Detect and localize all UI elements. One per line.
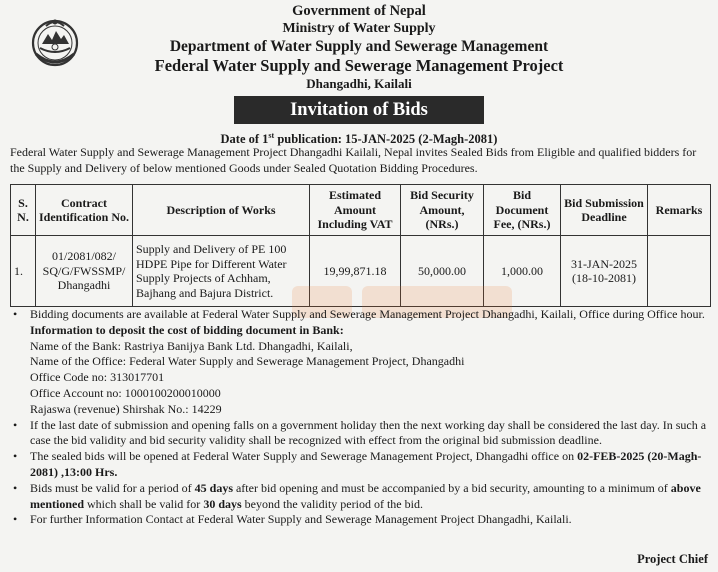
validity-text-2: after bid opening and must be accompanied by a bid security, amounting to a minimum of <box>232 480 671 495</box>
bids-table <box>10 184 711 307</box>
cell-sn: 1. <box>11 236 36 307</box>
validity-days: 45 days <box>194 480 233 495</box>
note-validity <box>10 481 712 513</box>
bank-name: Name of the Bank: Rastriya Banijya Bank Ltd. Dhangadhi, Kailali, <box>30 338 353 353</box>
col-estimated: Estimated Amount Including VAT <box>310 185 401 236</box>
col-fee: Bid Document Fee, (NRs.) <box>484 185 561 236</box>
publication-sup: st <box>268 131 275 140</box>
cell-security: 50,000.00 <box>401 236 484 307</box>
cell-fee: 1,000.00 <box>484 236 561 307</box>
security-validity-days: 30 days <box>203 496 242 511</box>
bank-info <box>10 323 712 418</box>
ministry-line: Ministry of Water Supply <box>282 21 436 36</box>
col-sn: S. N. <box>11 185 36 236</box>
col-deadline: Bid Submission Deadline <box>561 185 648 236</box>
table-row <box>11 236 711 307</box>
col-contract: Contract Identification No. <box>36 185 133 236</box>
col-remarks: Remarks <box>648 185 711 236</box>
intro-paragraph: Federal Water Supply and Sewerage Management Project Dhangadhi Kailali, Nepal invites Sealed Bids from Eligible and qualified bidders for the Supply and Delivery of below mentioned Goods under Sealed Quotation Bidding Procedures. <box>10 145 697 175</box>
cell-contract: 01/2081/082/ SQ/G/FWSSMP/ Dhangadhi <box>36 236 133 307</box>
note-opening <box>10 449 712 481</box>
notice-title: Invitation of Bids <box>234 96 484 124</box>
letterhead <box>0 2 718 91</box>
cell-deadline: 31-JAN-2025 (18-10-2081) <box>561 236 648 307</box>
opening-date: 02-FEB-2025 (20-Magh-2081) ,13:00 Hrs. <box>30 449 702 479</box>
cell-remarks <box>648 236 711 307</box>
publication-suffix: publication: 15-JAN-2025 (2-Magh-2081) <box>274 132 498 147</box>
office-code: Office Code no: 313017701 <box>30 370 165 385</box>
validity-text-4: beyond the validity period of the bid. <box>241 496 423 511</box>
signature-title: Project Chief <box>637 552 708 566</box>
cell-estimated: 19,99,871.18 <box>310 236 401 307</box>
validity-text-1: Bids must be valid for a period of <box>30 480 195 495</box>
department-line: Department of Water Supply and Sewerage Management <box>169 38 549 55</box>
revenue-heading: Rajaswa (revenue) Shirshak No.: 14229 <box>30 401 222 416</box>
validity-text-3: which shall be valid for <box>84 496 204 511</box>
cell-description: Supply and Delivery of PE 100 HDPE Pipe for Different Water Supply Projects of Achham, Bajhang and Bajura District. <box>133 236 310 307</box>
security-amount-ref: above mentioned <box>30 480 701 511</box>
government-line: Government of Nepal <box>292 3 426 19</box>
notes-section <box>10 307 712 528</box>
col-security: Bid Security Amount, (NRs.) <box>401 185 484 236</box>
note-opening-text: The sealed bids will be opened at Federal Water Supply and Sewerage Management Project, Dhangadhi office on <box>30 449 578 464</box>
office-account: Office Account no: 1000100200010000 <box>30 385 221 400</box>
table-header-row <box>11 185 711 236</box>
note-holiday: • If the last date of submission and opening falls on a government holiday then the next working day shall be considered the last day. In such a case the bid validity and bid security validity shall be recognized with effect from the original bid submission deadline. <box>10 418 712 450</box>
note-contact: • For further Information Contact at Federal Water Supply and Sewerage Management Project Dhangadhi, Kailali. <box>10 512 712 528</box>
note-documents: • Bidding documents are available at Federal Water Supply and Sewerage Management Project Dhangadhi, Kailali, Office during Office hour. <box>10 307 712 323</box>
project-line: Federal Water Supply and Sewerage Management Project <box>154 56 564 75</box>
location-line: Dhangadhi, Kailali <box>306 76 412 91</box>
office-name: Name of the Office: Federal Water Supply and Sewerage Management Project, Dhangadhi <box>30 354 465 369</box>
publication-prefix: Date of 1 <box>220 132 269 147</box>
col-description: Description of Works <box>133 185 310 236</box>
bank-info-title: Information to deposit the cost of bidding document in Bank: <box>30 322 344 337</box>
